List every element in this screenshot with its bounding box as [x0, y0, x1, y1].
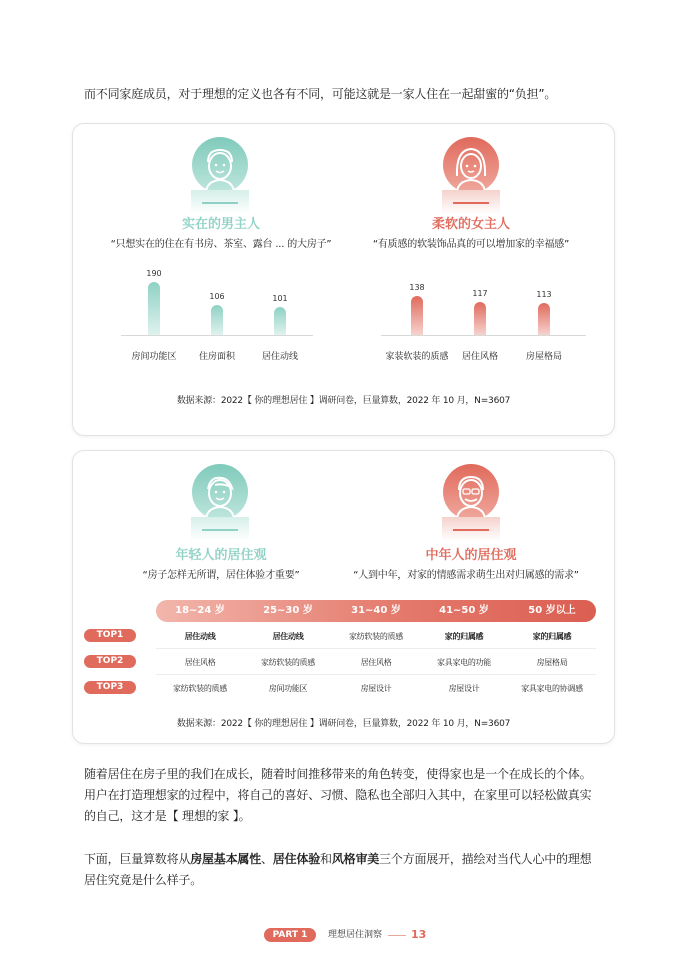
bar-value-label: 117	[472, 289, 488, 299]
table-cell: 房屋设计	[360, 684, 392, 693]
paragraph-line: 随着居住在房子里的我们在成长，随着时间推移带来的角色转变，使得家也是一个在成长的个体。	[84, 767, 592, 781]
rank-label-top1: TOP1	[84, 629, 136, 642]
age-header-31-40: 31~40 岁	[351, 605, 401, 616]
rank-label-top3: TOP3	[84, 681, 136, 694]
persona-quote-man: “只想实在的住在有书房、茶室、露台 ... 的大房子”	[110, 239, 332, 250]
bar-value-label: 113	[536, 290, 552, 300]
paragraph-line: 下面，巨量算数将从房屋基本属性、居住体验和风格审美三个方面展开，描绘对当代人心中的理想	[84, 852, 592, 866]
persona-title-middle-aged: 中年人的居住观	[425, 548, 517, 563]
bar-value-label: 138	[409, 283, 425, 293]
bar-category-label: 居住动线	[261, 352, 298, 362]
table-cell: 居住风格	[184, 658, 216, 667]
chart-bar	[148, 282, 160, 335]
part-badge: PART 1	[264, 928, 316, 942]
chart-bar	[274, 307, 286, 335]
emphasis-text: 风格审美	[331, 852, 380, 866]
persona-quote-young: “房子怎样无所谓，居住体验才重要”	[142, 570, 300, 581]
persona-title-woman: 柔软的女主人	[431, 217, 510, 232]
table-cell: 居住动线	[184, 632, 216, 641]
young-person-avatar-icon	[191, 463, 249, 521]
age-header-18-24: 18~24 岁	[175, 605, 225, 616]
emphasis-text: 居住体验	[272, 852, 321, 866]
age-group-header	[156, 600, 596, 622]
data-source-note: 数据来源：2022【 你的理想居住 】调研问卷，巨量算数，2022 年 10 月，N=3607	[176, 719, 511, 729]
table-cell: 房间功能区	[268, 684, 308, 693]
chart-baseline	[121, 335, 313, 336]
table-cell: 房屋格局	[536, 658, 568, 667]
chart-bar	[538, 303, 550, 335]
table-cell: 家具家电的协调感	[521, 684, 583, 693]
page-number: 13	[411, 928, 427, 941]
emphasis-text: 房屋基本属性	[190, 852, 262, 866]
table-cell: 家纺软装的质感	[349, 632, 403, 641]
intro-text: 而不同家庭成员，对于理想的定义也各有不同，可能这就是一家人住在一起甜蜜的“负担”。	[84, 87, 557, 101]
bar-category-label: 房间功能区	[131, 352, 177, 362]
woman-avatar-icon	[442, 136, 500, 194]
middle-aged-person-avatar-icon	[442, 463, 500, 521]
table-cell: 家的归属感	[532, 632, 572, 641]
paragraph-line: 用户在打造理想家的过程中，将自己的喜好、习惯、隐私也全部归入其中，在家里可以轻松做真实	[84, 788, 592, 802]
table-cell: 居住动线	[272, 632, 304, 641]
age-header-25-30: 25~30 岁	[263, 605, 313, 616]
bar-category-label: 居住风格	[461, 352, 498, 362]
data-source-note: 数据来源：2022【 你的理想居住 】调研问卷，巨量算数，2022 年 10 月，N=3607	[176, 396, 511, 406]
section-title: 理想居住洞察	[328, 930, 383, 940]
bar-category-label: 房屋格局	[525, 352, 562, 362]
chart-baseline	[381, 335, 586, 336]
chart-bar	[211, 305, 223, 335]
bar-value-label: 106	[209, 292, 225, 302]
body-paragraph-1	[84, 764, 591, 827]
man-avatar-icon	[191, 136, 249, 194]
table-cell: 家具家电的功能	[437, 658, 491, 667]
table-cell: 房屋设计	[448, 684, 480, 693]
bar-category-label: 家装软装的质感	[385, 352, 449, 362]
age-header-50-plus: 50 岁以上	[528, 605, 576, 616]
page-footer	[0, 926, 687, 944]
paragraph-line: 居住究竟是什么样子。	[84, 873, 203, 887]
persona-quote-woman: “有质感的软装饰品真的可以增加家的幸福感”	[372, 239, 570, 250]
body-paragraph-2	[84, 849, 591, 891]
persona-title-man: 实在的男主人	[181, 217, 260, 232]
bar-category-label: 住房面积	[198, 352, 235, 362]
chart-bar	[411, 296, 423, 335]
table-cell: 家纺软装的质感	[173, 684, 227, 693]
table-cell: 家纺软装的质感	[261, 658, 315, 667]
chart-bar	[474, 302, 486, 335]
table-cell: 居住风格	[360, 658, 392, 667]
table-cell: 家的归属感	[444, 632, 484, 641]
bar-value-label: 101	[272, 293, 288, 303]
persona-quote-middle-aged: “人到中年，对家的情感需求萌生出对归属感的需求”	[353, 570, 579, 581]
paragraph-line: 的自己，这才是【 理想的家 】。	[84, 809, 251, 823]
rank-label-top2: TOP2	[84, 655, 136, 668]
age-comparison-card	[72, 450, 615, 744]
age-header-41-50: 41~50 岁	[439, 605, 489, 616]
persona-title-young: 年轻人的居住观	[175, 548, 267, 563]
bar-value-label: 190	[146, 268, 162, 278]
gender-comparison-card	[72, 123, 615, 436]
